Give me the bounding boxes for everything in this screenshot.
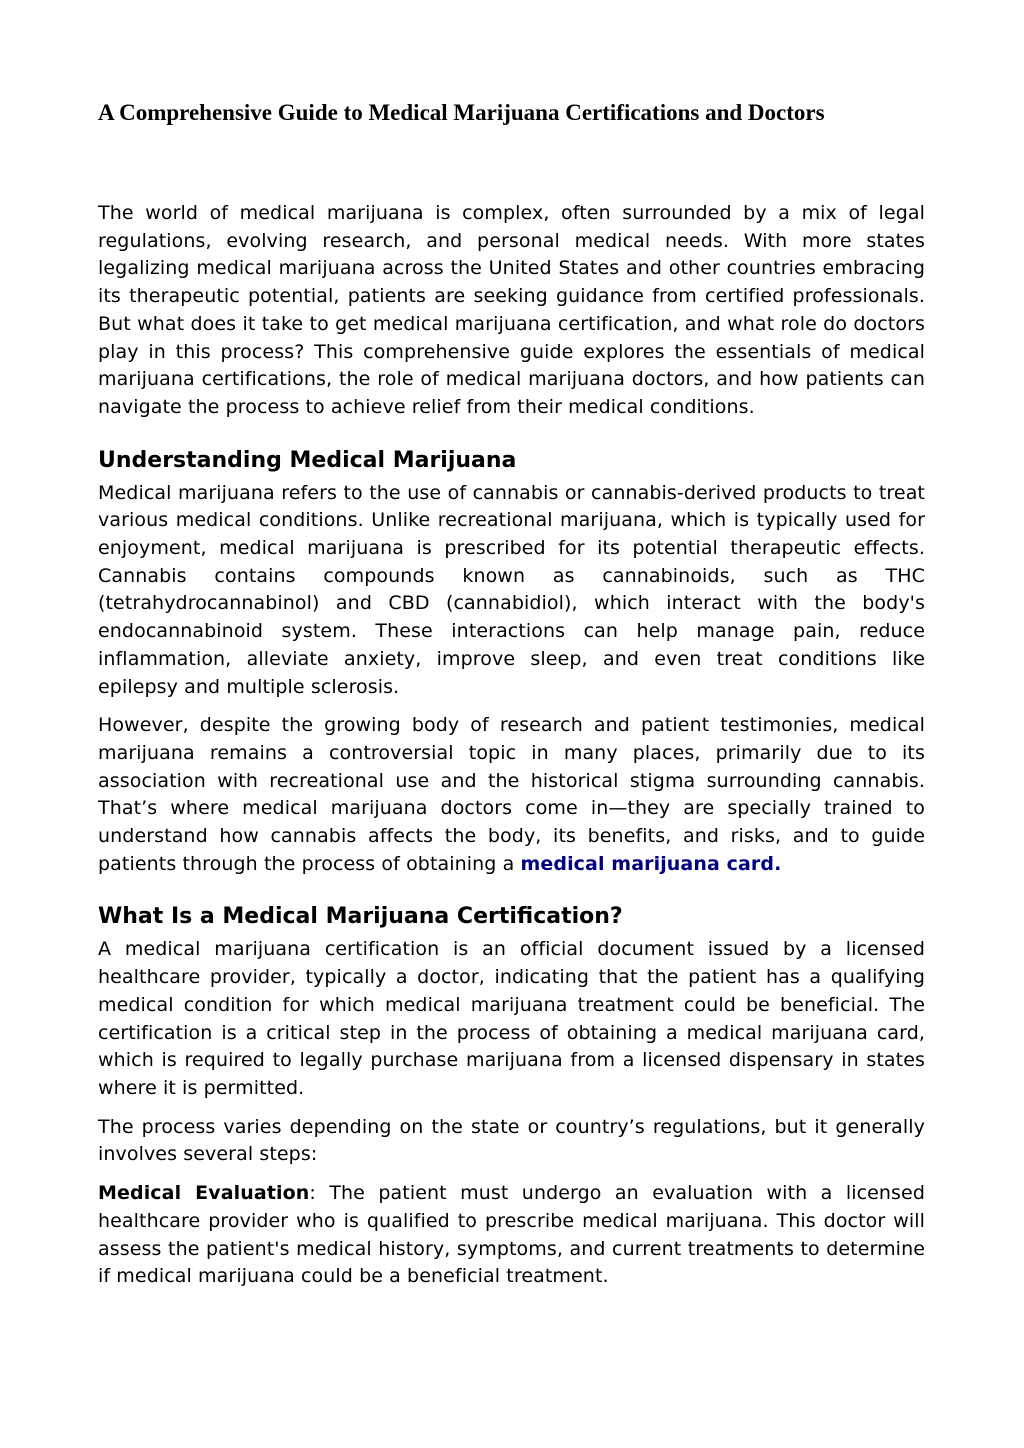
section-heading-understanding: Understanding Medical Marijuana	[98, 447, 517, 473]
understanding-paragraph-1: Medical marijuana refers to the use of cannabis or cannabis-derived products to treat various medical conditions. Unlike recreational marijuana, which is typically used for enjoyment, medical marijuana is prescribed for its potential therapeutic effects. Cannabis contains compounds known as cannabinoids, such as THC (tetrahydrocannabinol) and CBD (cannabidiol), which interact with the body's endocannabinoid system. These interactions can help manage pain, reduce inflammation, alleviate anxiety, improve sleep, and even treat conditions like epilepsy and multiple sclerosis.	[98, 481, 925, 698]
understanding-paragraph-2-text: However, despite the growing body of research and patient testimonies, medical marijuana remains a controversial topic in many places, primarily due to its association with recreational use and the historical stigma surrounding cannabis. That’s where medical marijuana doctors come in—they are specially trained to understand how cannabis affects the body, its benefits, and risks, and to guide patients through the process of obtaining a	[98, 714, 925, 875]
document-page	[98, 96, 925, 1302]
certification-paragraph-1: A medical marijuana certification is an official document issued by a licensed healthcare provider, typically a doctor, indicating that the patient has a qualifying medical condition for which medical marijuana treatment could be beneficial. The certification is a critical step in the process of obtaining a medical marijuana card, which is required to legally purchase marijuana from a licensed dispensary in states where it is permitted.	[98, 938, 925, 1099]
step-medical-evaluation	[98, 1180, 925, 1291]
section-heading-certification: What Is a Medical Marijuana Certification?	[98, 904, 623, 930]
step-text: : The patient must undergo an evaluation with a licensed healthcare provider who is qualified to prescribe medical marijuana. This doctor will assess the patient's medical history, symptoms, and current treatments to determine if medical marijuana could be a beneficial treatment.	[98, 1182, 926, 1288]
medical-marijuana-card-link[interactable]: medical marijuana card.	[520, 852, 782, 875]
understanding-paragraph-2	[98, 712, 925, 878]
step-label: Medical Evaluation	[98, 1182, 310, 1205]
intro-paragraph: The world of medical marijuana is complex, often surrounded by a mix of legal regulations, evolving research, and personal medical needs. With more states legalizing medical marijuana across the United States and other countries embracing its therapeutic potential, patients are seeking guidance from certified professionals. But what does it take to get medical marijuana certification, and what role do doctors play in this process? This comprehensive guide explores the essentials of medical marijuana certifications, the role of medical marijuana doctors, and how patients can navigate the process to achieve relief from their medical conditions.	[98, 202, 925, 418]
certification-paragraph-2: The process varies depending on the state or country’s regulations, but it generally involves several steps:	[98, 1115, 925, 1166]
document-title: A Comprehensive Guide to Medical Marijuana Certifications and Doctors	[98, 100, 825, 125]
